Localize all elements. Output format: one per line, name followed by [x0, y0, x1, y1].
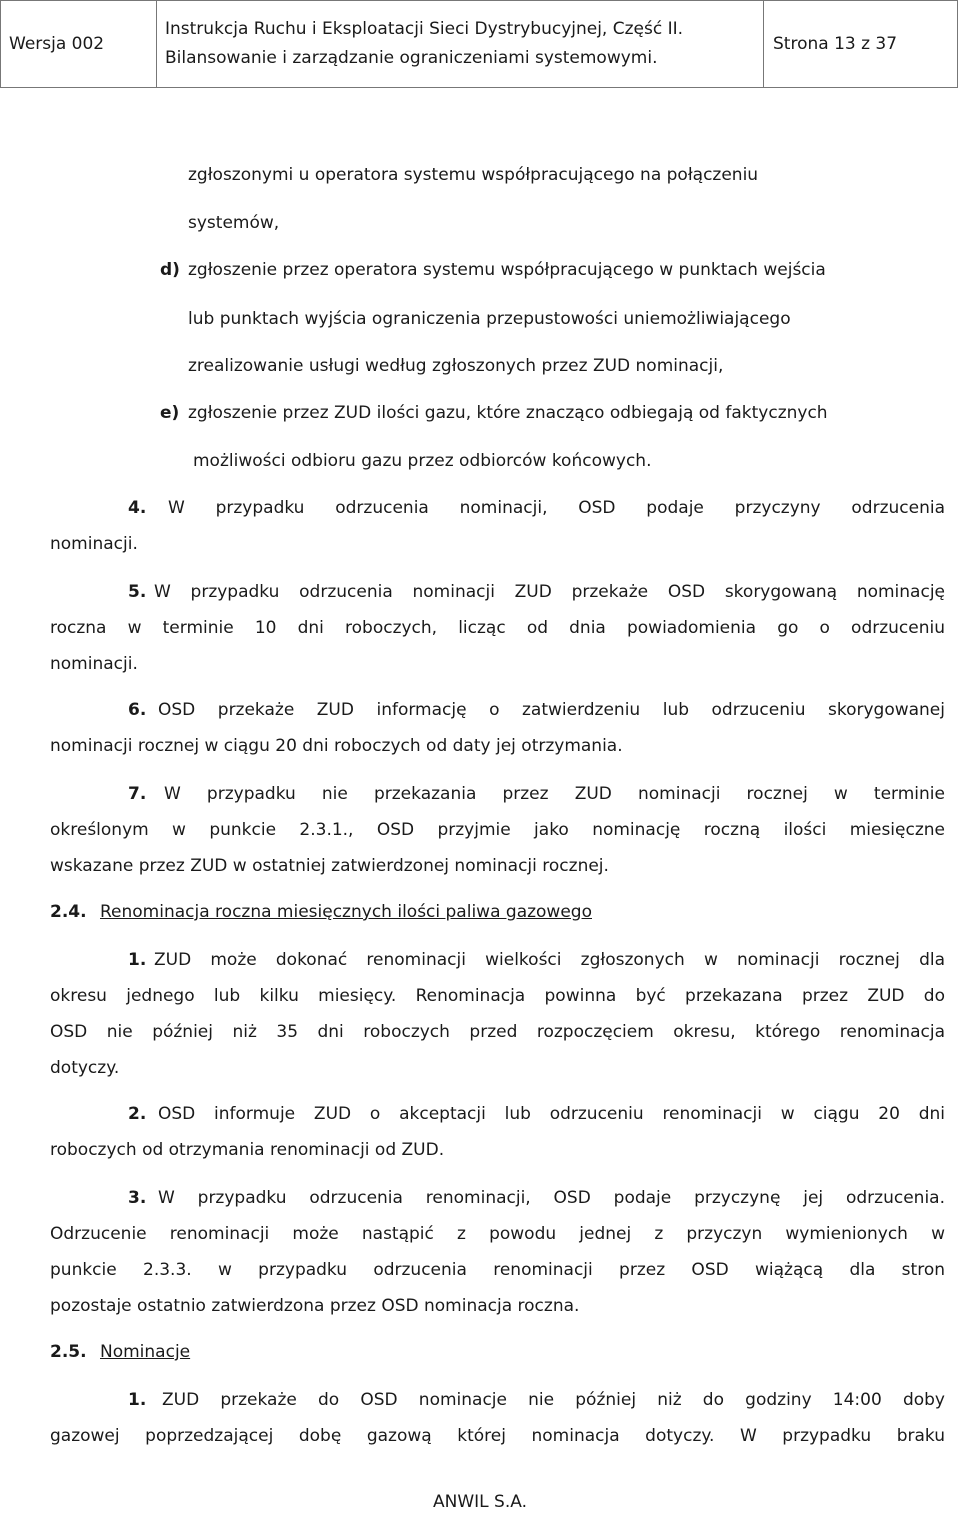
paragraph-number: 2.	[128, 1104, 147, 1124]
page-footer: ANWIL S.A.	[433, 1492, 527, 1512]
text-line: pozostaje ostatnio zatwierdzona przez OSD nominacja roczna.	[50, 1296, 580, 1316]
text-line: okresu jednego lub kilku miesięcy. Renominacja powinna być przekazana przez ZUD do	[50, 986, 945, 1006]
text-line: zgłoszenie przez ZUD ilości gazu, które znacząco odbiegają od faktycznych	[188, 403, 828, 423]
text-line: określonym w punkcie 2.3.1., OSD przyjmie jako nominację roczną ilości miesięczne	[50, 820, 945, 840]
text-line: zgłoszenie przez operatora systemu współpracującego w punktach wejścia	[188, 260, 826, 280]
text-line: W przypadku odrzucenia nominacji ZUD przekaże OSD skorygowaną nominację	[154, 582, 945, 602]
paragraph-number: 5.	[128, 582, 147, 602]
section-number: 2.4.	[50, 902, 87, 922]
page-header	[0, 0, 958, 88]
page-number: Strona 13 z 37	[773, 34, 898, 54]
section-title: Renominacja roczna miesięcznych ilości paliwa gazowego	[100, 902, 592, 922]
text-line: W przypadku nie przekazania przez ZUD nominacji rocznej w terminie	[164, 784, 945, 804]
text-line: nominacji.	[50, 534, 138, 554]
text-line: zgłoszonymi u operatora systemu współpracującego na połączeniu	[188, 165, 759, 185]
section-number: 2.5.	[50, 1342, 87, 1362]
section-title: Nominacje	[100, 1342, 191, 1362]
text-line: zrealizowanie usługi według zgłoszonych przez ZUD nominacji,	[188, 356, 724, 376]
text-line: nominacji.	[50, 654, 138, 674]
paragraph-number: 1.	[128, 1390, 147, 1410]
text-line: wskazane przez ZUD w ostatniej zatwierdzonej nominacji rocznej.	[50, 856, 609, 876]
header-title	[157, 1, 764, 87]
text-line: OSD przekaże ZUD informację o zatwierdzeniu lub odrzuceniu skorygowanej	[158, 700, 945, 720]
text-line: możliwości odbioru gazu przez odbiorców końcowych.	[193, 451, 652, 471]
text-line: ZUD może dokonać renominacji wielkości zgłoszonych w nominacji rocznej dla	[154, 950, 945, 970]
text-line: lub punktach wyjścia ograniczenia przepustowości uniemożliwiającego	[188, 309, 791, 329]
text-line: OSD nie później niż 35 dni roboczych przed rozpoczęciem okresu, którego renominacja	[50, 1022, 945, 1042]
header-page	[764, 1, 957, 87]
text-line: roboczych od otrzymania renominacji od ZUD.	[50, 1140, 445, 1160]
text-line: W przypadku odrzucenia nominacji, OSD podaje przyczyny odrzucenia	[168, 498, 945, 518]
text-line: punkcie 2.3.3. w przypadku odrzucenia renominacji przez OSD wiążącą dla stron	[50, 1260, 945, 1280]
title-line-1: Instrukcja Ruchu i Eksploatacji Sieci Dystrybucyjnej, Część II.	[165, 19, 684, 39]
version-text: Wersja 002	[9, 34, 105, 54]
paragraph-number: 7.	[128, 784, 147, 804]
text-line: ZUD przekaże do OSD nominacje nie później niż do godziny 14:00 doby	[162, 1390, 945, 1410]
text-line: gazowej poprzedzającej dobę gazową której nominacja dotyczy. W przypadku braku	[50, 1426, 945, 1446]
text-line: Odrzucenie renominacji może nastąpić z powodu jednej z przyczyn wymienionych w	[50, 1224, 945, 1244]
paragraph-number: 6.	[128, 700, 147, 720]
text-line: W przypadku odrzucenia renominacji, OSD podaje przyczynę jej odrzucenia.	[158, 1188, 945, 1208]
paragraph-number: 4.	[128, 498, 147, 518]
list-label: d)	[160, 260, 180, 280]
list-label: e)	[160, 403, 180, 423]
text-line: nominacji rocznej w ciągu 20 dni roboczych od daty jej otrzymania.	[50, 736, 623, 756]
text-line: roczna w terminie 10 dni roboczych, licząc od dnia powiadomienia go o odrzuceniu	[50, 618, 945, 638]
paragraph-number: 1.	[128, 950, 147, 970]
text-line: systemów,	[188, 213, 280, 233]
header-version	[1, 1, 157, 87]
title-line-2: Bilansowanie i zarządzanie ograniczeniami systemowymi.	[165, 48, 658, 68]
text-line: OSD informuje ZUD o akceptacji lub odrzuceniu renominacji w ciągu 20 dni	[158, 1104, 945, 1124]
paragraph-number: 3.	[128, 1188, 147, 1208]
text-line: dotyczy.	[50, 1058, 120, 1078]
